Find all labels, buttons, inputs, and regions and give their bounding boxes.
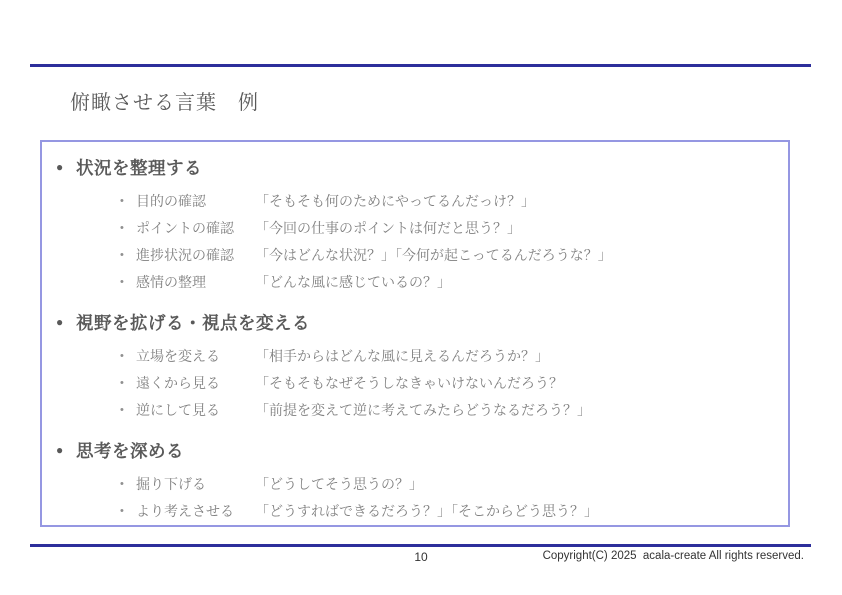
- list-item: [120, 188, 772, 215]
- list-item: [120, 498, 772, 525]
- section-heading: [56, 154, 772, 180]
- item-label: 遠くから見る: [136, 375, 220, 391]
- section-items: [56, 343, 772, 424]
- item-bullet-icon: •: [120, 478, 124, 490]
- section-title: 視野を拡げる・視点を変える: [76, 312, 310, 333]
- list-item: [120, 269, 772, 296]
- item-bullet-icon: •: [120, 276, 124, 288]
- copyright-text: Copyright(C) 2025 acala-create All rights reserved.: [542, 550, 804, 562]
- section-bullet-icon: ●: [56, 160, 64, 174]
- list-item: [120, 397, 772, 424]
- item-label: より考えさせる: [136, 503, 234, 519]
- page-number: 10: [414, 550, 428, 564]
- list-item: [120, 215, 772, 242]
- item-quote: 「前提を変えて逆に考えてみたらどうなるだろう？」: [255, 402, 591, 418]
- item-quote: 「どうすればできるだろう？」「そこからどう思う？」: [255, 503, 598, 519]
- section-bullet-icon: ●: [56, 443, 64, 457]
- item-label: 立場を変える: [136, 348, 220, 364]
- item-label: 目的の確認: [136, 193, 206, 209]
- section-title: 思考を深める: [76, 440, 184, 461]
- item-quote: 「今回の仕事のポイントは何だと思う？」: [255, 220, 521, 236]
- section-title: 状況を整理する: [76, 157, 202, 178]
- item-quote: 「どんな風に感じているの？」: [255, 274, 451, 290]
- section-heading: [56, 437, 772, 463]
- item-bullet-icon: •: [120, 195, 124, 207]
- section-items: [56, 188, 772, 296]
- item-quote: 「そもそもなぜそうしなきゃいけないんだろう？: [255, 375, 563, 391]
- section-heading: [56, 309, 772, 335]
- list-item: [120, 370, 772, 397]
- item-quote: 「今はどんな状況？」「今何が起こってるんだろうな？」: [255, 247, 612, 263]
- list-item: [120, 343, 772, 370]
- top-rule: [30, 64, 811, 67]
- item-bullet-icon: •: [120, 222, 124, 234]
- item-bullet-icon: •: [120, 377, 124, 389]
- list-item: [120, 242, 772, 269]
- bottom-rule: [30, 544, 811, 547]
- section-bullet-icon: ●: [56, 315, 64, 329]
- item-quote: 「そもそも何のためにやってるんだっけ？」: [255, 193, 535, 209]
- content-box: [40, 140, 790, 527]
- item-bullet-icon: •: [120, 249, 124, 261]
- item-quote: 「相手からはどんな風に見えるんだろうか？」: [255, 348, 549, 364]
- item-label: 進捗状況の確認: [136, 247, 234, 263]
- item-label: 逆にして見る: [136, 402, 220, 418]
- item-label: ポイントの確認: [136, 220, 234, 236]
- item-label: 掘り下げる: [136, 476, 206, 492]
- item-bullet-icon: •: [120, 505, 124, 517]
- item-bullet-icon: •: [120, 350, 124, 362]
- slide-title: 俯瞰させる言葉 例: [70, 92, 259, 114]
- item-quote: 「どうしてそう思うの？」: [255, 476, 423, 492]
- list-item: [120, 471, 772, 498]
- section-items: [56, 471, 772, 525]
- item-label: 感情の整理: [136, 274, 206, 290]
- item-bullet-icon: •: [120, 404, 124, 416]
